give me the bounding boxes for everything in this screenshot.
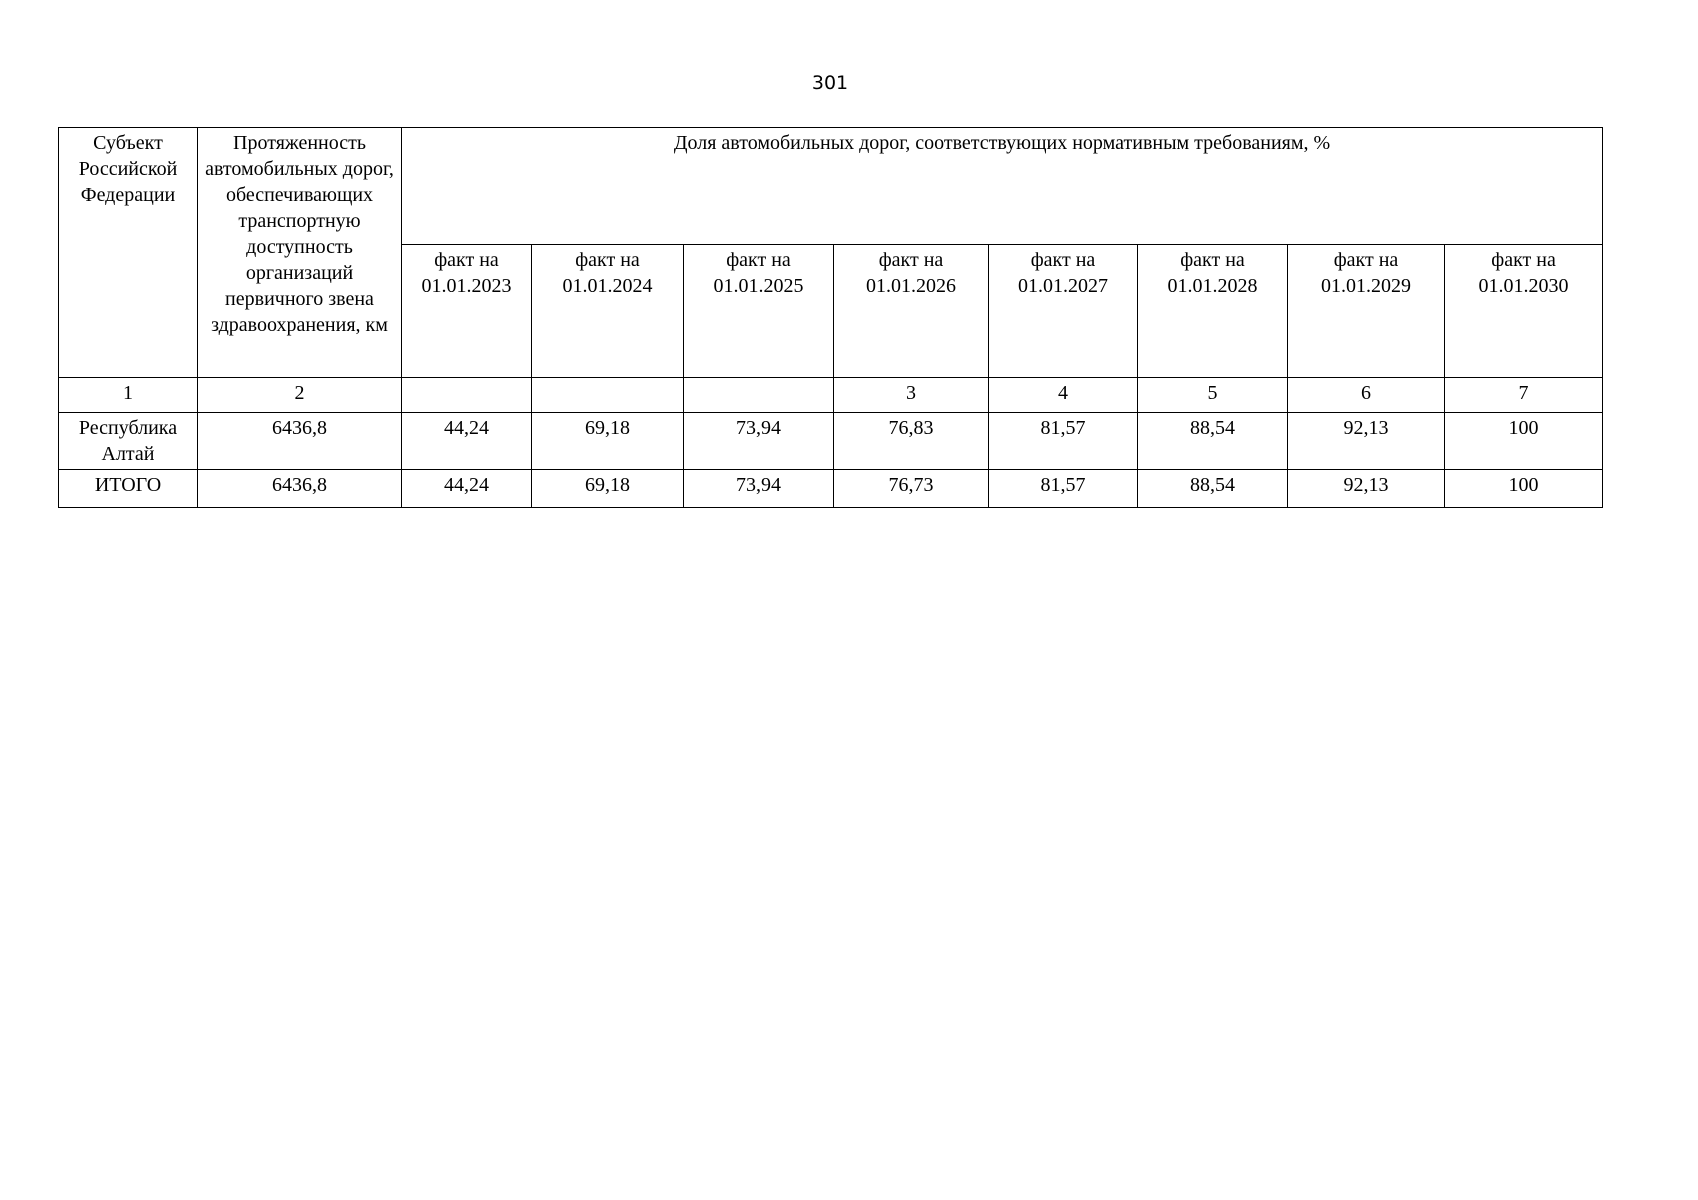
cell-value: 100 xyxy=(1445,470,1603,508)
numbering-row xyxy=(59,378,1603,413)
cell-value: 73,94 xyxy=(684,413,834,470)
header-year-2027: факт на 01.01.2027 xyxy=(989,245,1138,378)
header-subject: Субъект Российской Федерации xyxy=(59,128,198,378)
cell-value: 44,24 xyxy=(402,470,532,508)
column-number: 5 xyxy=(1138,378,1288,413)
page-number: 301 xyxy=(811,72,849,94)
column-number: 1 xyxy=(59,378,198,413)
cell-value: 88,54 xyxy=(1138,470,1288,508)
header-year-2023: факт на 01.01.2023 xyxy=(402,245,532,378)
cell-value: 69,18 xyxy=(532,470,684,508)
cell-value: 88,54 xyxy=(1138,413,1288,470)
cell-value: 81,57 xyxy=(989,413,1138,470)
header-year-2024: факт на 01.01.2024 xyxy=(532,245,684,378)
column-number: 2 xyxy=(198,378,402,413)
cell-value: 73,94 xyxy=(684,470,834,508)
cell-value: 92,13 xyxy=(1288,470,1445,508)
cell-value: 81,57 xyxy=(989,470,1138,508)
column-number: 6 xyxy=(1288,378,1445,413)
cell-value: 100 xyxy=(1445,413,1603,470)
column-number: 4 xyxy=(989,378,1138,413)
column-number xyxy=(684,378,834,413)
cell-value: 76,83 xyxy=(834,413,989,470)
column-number: 3 xyxy=(834,378,989,413)
cell-length: 6436,8 xyxy=(198,470,402,508)
header-year-2026: факт на 01.01.2026 xyxy=(834,245,989,378)
header-row xyxy=(59,128,1603,245)
cell-value: 44,24 xyxy=(402,413,532,470)
cell-value: 92,13 xyxy=(1288,413,1445,470)
cell-subject: ИТОГО xyxy=(59,470,198,508)
road-share-table xyxy=(58,127,1603,508)
column-number: 7 xyxy=(1445,378,1603,413)
header-year-2030: факт на 01.01.2030 xyxy=(1445,245,1603,378)
cell-value: 76,73 xyxy=(834,470,989,508)
cell-subject: Республика Алтай xyxy=(59,413,198,470)
cell-value: 69,18 xyxy=(532,413,684,470)
table-row xyxy=(59,413,1603,470)
header-year-2028: факт на 01.01.2028 xyxy=(1138,245,1288,378)
header-length: Протяженность автомобильных дорог, обеспечивающих транспортную доступность организаций первичного звена здравоохранения, км xyxy=(198,128,402,378)
table-row-total xyxy=(59,470,1603,508)
cell-length: 6436,8 xyxy=(198,413,402,470)
column-number xyxy=(402,378,532,413)
header-share-group: Доля автомобильных дорог, соответствующих нормативным требованиям, % xyxy=(402,128,1603,245)
header-year-2029: факт на 01.01.2029 xyxy=(1288,245,1445,378)
header-year-2025: факт на 01.01.2025 xyxy=(684,245,834,378)
column-number xyxy=(532,378,684,413)
